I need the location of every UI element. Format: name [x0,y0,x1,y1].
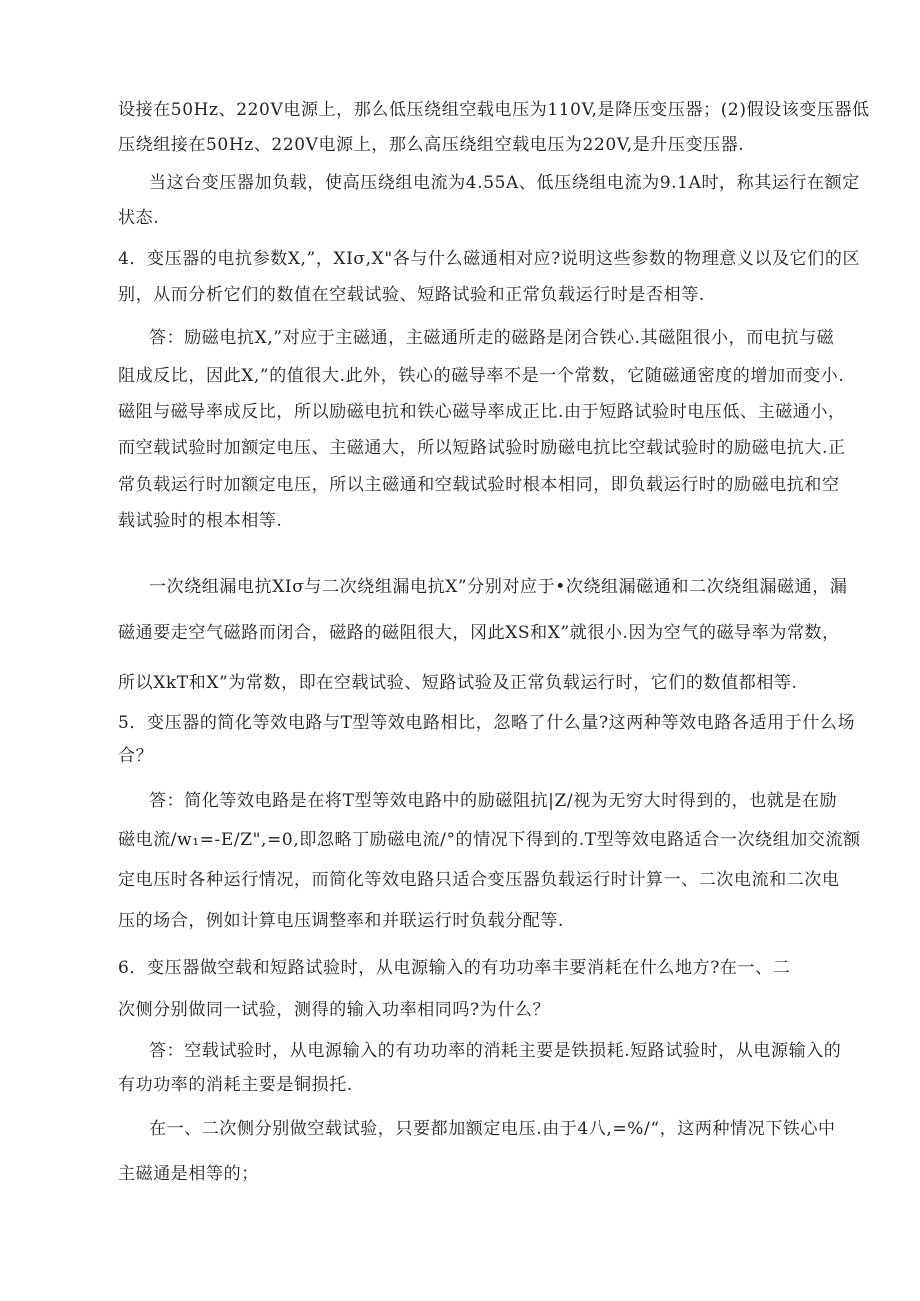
text-line: 压绕组接在50Hz、220V电源上，那么高压绕组空载电压为220V,是升压变压器. [118,135,745,155]
text-line: 当这台变压器加负载，使高压绕组电流为4.55A、低压绕组电流为9.1A时，称其运行在额定 [149,173,860,193]
text-line: 磁阻与磁导率成反比，所以励磁电抗和铁心磁导率成正比.由于短路试验时电压低、主磁通小， [118,402,846,422]
text-line: 而空载试验时加额定电压、主磁通大，所以短路试验时励磁电抗比空载试验时的励磁电抗大.正 [118,438,846,458]
text-line: 定电压时各种运行情况，而简化等效电路只适合变压器负载运行时计算一、二次电流和二次电 [118,870,840,890]
text-line: 常负载运行时加额定电压，所以主磁通和空载试验时根本相同，即负载运行时的励磁电抗和空 [118,475,840,495]
text-line: 主磁通是相等的； [118,1164,259,1184]
text-line: 设接在50Hz、220V电源上，那么低压绕组空载电压为110V,是降压变压器；(2)假设该变压器低 [118,100,870,120]
text-line: 载试验时的根本相等. [118,511,283,531]
text-line: 状态. [118,208,160,228]
text-line: 一次绕组漏电抗XIσ与二次绕组漏电抗X”分别对应于•次绕组漏磁通和二次绕组漏磁通，漏 [149,577,848,597]
text-line: 在一、二次侧分别做空载试验，只要都加额定电压.由于4八,=%/“，这两种情况下铁心中 [149,1119,836,1139]
question-4-line: 4．变压器的电抗参数X,”，XIσ,X"各与什么磁通相对应?说明这些参数的物理意义以及它们的区 [118,249,861,269]
text-line: 所以XkT和X”为常数，即在空载试验、短路试验及正常负载运行时，它们的数值都相等. [118,673,798,693]
question-5-line: 5．变压器的简化等效电路与T型等效电路相比，忽略了什么量?这两种等效电路各适用于什么场 [118,713,856,733]
answer-5-line: 答：简化等效电路是在将T型等效电路中的励磁阻抗|Z∕视为无穷大时得到的，也就是在励 [149,791,838,811]
question-6-line: 6．变压器做空载和短路试验时，从电源输入的有功功率丰要消耗在什么地方?在一、二 [118,958,791,978]
text-line: 别，从而分析它们的数值在空载试验、短路试验和正常负载运行时是否相等. [118,285,705,305]
text-line: 合？ [118,746,154,766]
text-line: 有功功率的消耗主要是铜损托. [118,1075,353,1095]
text-line: 磁电流/w₁=-E∕Z",=0,即忽略丁励磁电流/°的情况下得到的.T型等效电路适合一次绕组加交流额 [118,830,861,850]
text-line: 次侧分别做同一试验，测得的输入功率相同吗?为什么？ [118,1000,551,1020]
text-line: 压的场合，例如计算电压调整率和并联运行时负载分配等. [118,911,565,931]
text-line: 磁通要走空气磁路而闭合，磁路的磁阻很大，冈此XS和X”就很小.因为空气的磁导率为常数， [118,623,840,643]
answer-6-line: 答：空载试验时，从电源输入的有功功率的消耗主要是铁损耗.短路试验时，从电源输入的 [149,1041,842,1061]
text-line: 阻成反比，因此X,”的值很大.此外，铁心的磁导率不是一个常数，它随磁通密度的增加而变小. [118,366,845,386]
answer-4-line: 答：励磁电抗X,”对应于主磁通，主磁通所走的磁路是闭合铁心.其磁阻很小，而电抗与磁 [149,328,835,348]
